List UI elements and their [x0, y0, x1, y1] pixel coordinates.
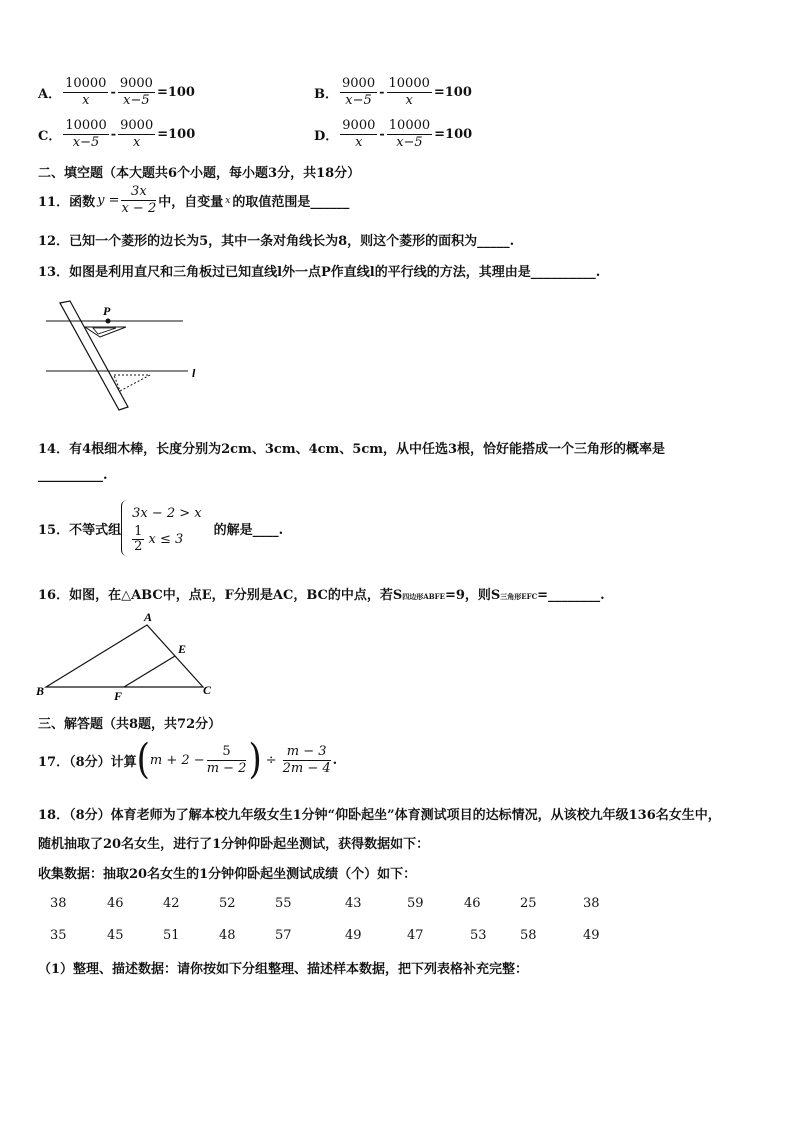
question-11: 11．函数 y = $\frac{3x}{x - 2}$ 中，自变量 x 的取值范围是______ [38, 184, 350, 216]
question-18-part1: （1）整理、描述数据：请你按如下分组整理、描述样本数据，把下列表格补充完整： [38, 962, 529, 977]
brace [121, 500, 128, 556]
svg-text:B: B [36, 684, 45, 698]
data-value: 55 [275, 896, 292, 911]
data-value: 38 [583, 896, 600, 911]
question-18-line2: 随机抽取了20名女生，进行了1分钟仰卧起坐测试，获得数据如下： [38, 837, 430, 852]
svg-text:F: F [114, 689, 123, 703]
ruler-shape [60, 301, 128, 410]
data-value: 42 [163, 896, 180, 911]
data-value: 59 [407, 896, 424, 911]
svg-text:A: A [144, 610, 153, 624]
section-heading-fill: 二、填空题（本大题共6个小题，每小题3分，共18分） [38, 166, 361, 181]
data-value: 35 [50, 928, 67, 943]
option-d: D． $\frac{9000}{x}$ - $\frac{10000}{x-5}$ =100 [314, 118, 473, 150]
question-15: 15．不等式组 3x − 2 > x $\frac{1}{2}$ x ≤ 3 的解是____. [38, 500, 283, 556]
data-value: 43 [345, 896, 362, 911]
section-heading-answer: 三、解答题（共8题，共72分） [38, 717, 222, 732]
data-value: 57 [275, 928, 292, 943]
option-c: C． $\frac{10000}{x-5}$ - $\frac{9000}{x}$ =100 [38, 118, 196, 150]
data-value: 38 [50, 896, 67, 911]
data-value: 46 [107, 896, 124, 911]
option-b: B． $\frac{9000}{x-5}$ - $\frac{10000}{x}$ =100 [314, 76, 472, 108]
triangle-abc-figure [32, 608, 222, 708]
question-17: 17．（8分）计算 ( m + 2 − $\frac{5}{m - 2}$ ) ÷ $\frac{m - 3}{2m - 4}$ . [38, 736, 338, 784]
data-value: 58 [520, 928, 537, 943]
fraction: $\frac{10000}{x}$ [65, 76, 107, 108]
question-14-blank: __________. [38, 468, 108, 483]
data-value: 45 [107, 928, 124, 943]
svg-text:P: P [103, 304, 111, 318]
option-a: A． $\frac{10000}{x}$ - $\frac{9000}{x-5}$ =100 [38, 76, 195, 108]
point-p [106, 319, 111, 324]
data-value: 46 [464, 896, 481, 911]
data-value: 53 [470, 928, 487, 943]
question-12: 12．已知一个菱形的边长为5，其中一条对角线长为8，则这个菱形的面积为_____. [38, 234, 515, 249]
data-value: 49 [583, 928, 600, 943]
data-value: 51 [163, 928, 180, 943]
svg-text:E: E [178, 642, 187, 656]
question-13: 13．如图是利用直尺和三角板过已知直线l外一点P作直线l的平行线的方法，其理由是__________. [38, 265, 601, 280]
question-16: 16．如图，在△ABC中，点E，F分别是AC，BC的中点，若S四边形ABFE=9，则S三角形EFC=________. [38, 588, 605, 603]
question-18-line1: 18．（8分）体育老师为了解本校九年级女生1分钟“仰卧起坐”体育测试项目的达标情况，从该校九年级136名女生中， [38, 808, 721, 823]
svg-text:C: C [203, 683, 212, 697]
question-18-line3: 收集数据：抽取20名女生的1分钟仰卧起坐测试成绩（个）如下： [38, 867, 417, 882]
question-14: 14．有4根细木棒，长度分别为2cm、3cm、4cm、5cm，从中任选3根，恰好能搭成一个三角形的概率是 [38, 442, 666, 457]
ruler-triangle-figure [40, 295, 210, 415]
fraction: $\frac{9000}{x-5}$ [119, 76, 153, 108]
data-value: 48 [219, 928, 236, 943]
data-value: 52 [219, 896, 236, 911]
svg-text:l: l [192, 366, 196, 380]
data-value: 25 [520, 896, 537, 911]
data-value: 49 [345, 928, 362, 943]
triangle-top [85, 327, 126, 337]
data-value: 47 [407, 928, 424, 943]
triangle-bottom [114, 375, 150, 391]
